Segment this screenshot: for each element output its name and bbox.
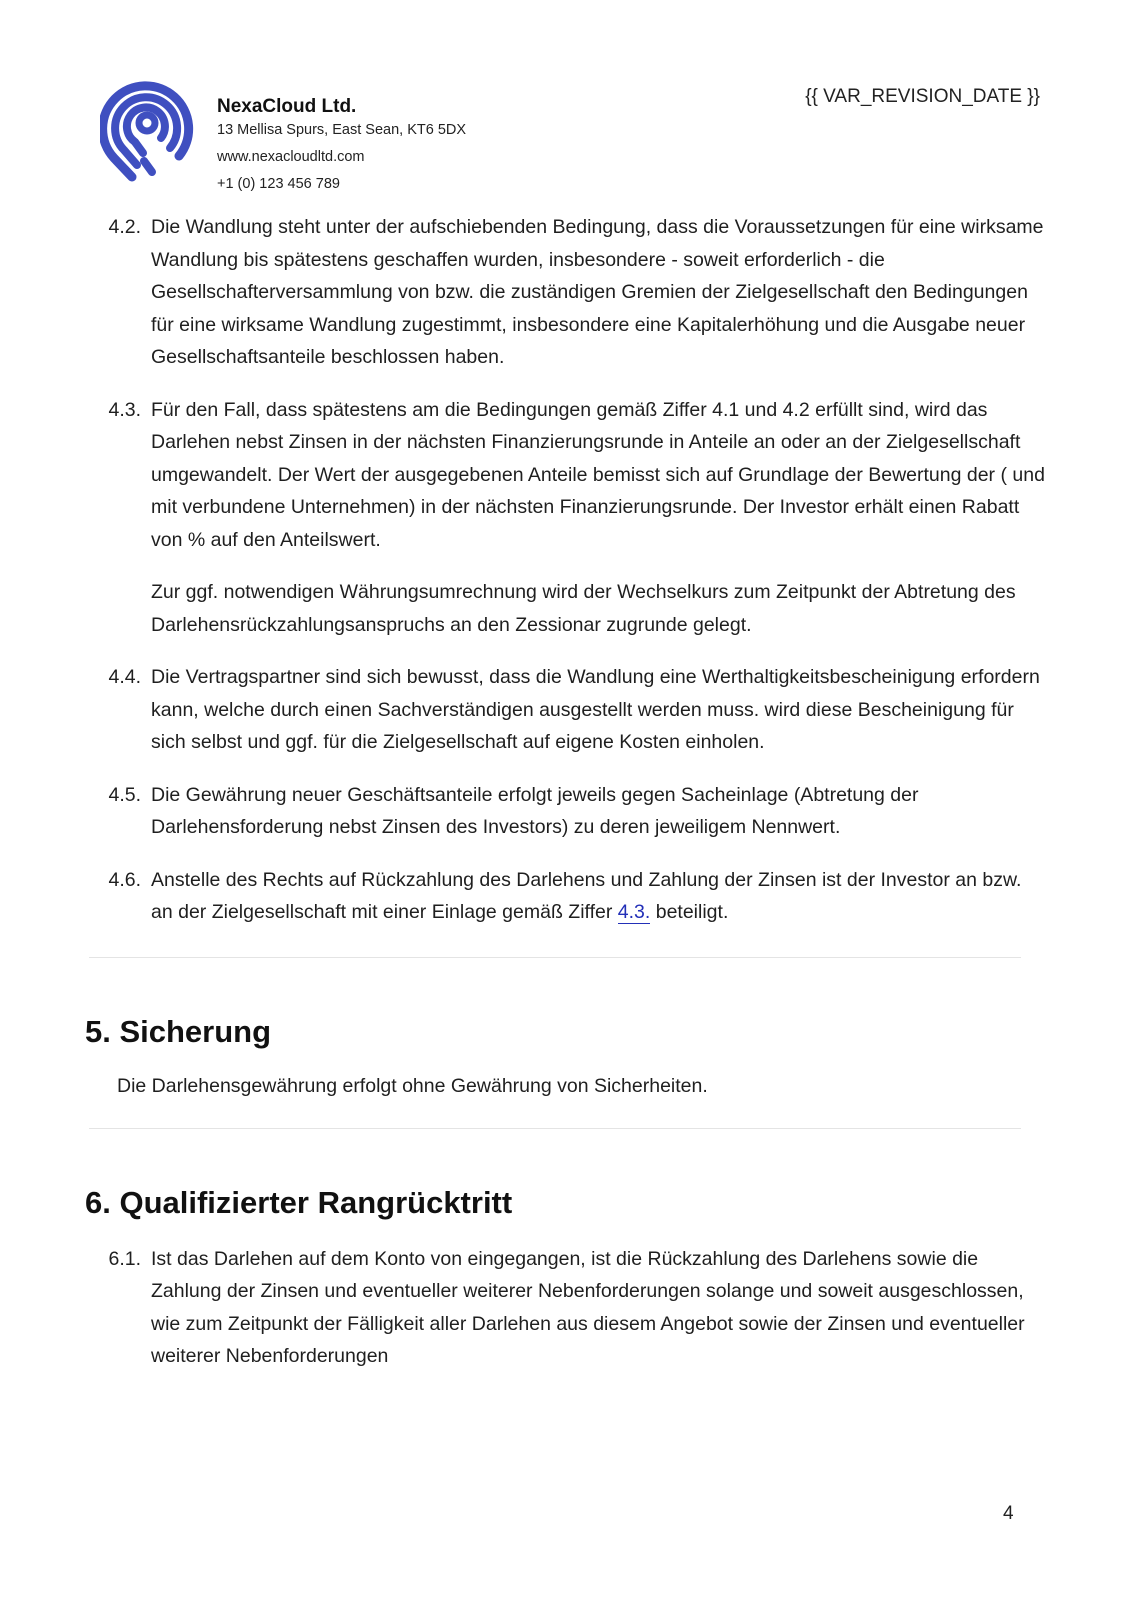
clause-4-6 [85,864,1045,929]
clause-text [151,394,1045,642]
company-info [217,96,466,198]
clause-text [151,779,1045,844]
section-text: Die Darlehensgewährung erfolgt ohne Gewährung von Sicherheiten. [117,1074,708,1097]
company-logo-icon [100,78,194,182]
company-website: www.nexacloudltd.com [217,149,365,165]
clause-paragraph: Für den Fall, dass spätestens am die Bedingungen gemäß Ziffer 4.1 und 4.2 erfüllt sind, wird das Darlehen nebst Zinsen in der nächsten Finanzierungsrunde in Anteile an oder an der Zielgesellschaft umgewandelt. Der Wert der ausgegebenen Anteile bemisst sich auf Grundlage der Bewertung der ( und mit verbundene Unternehmen) in der nächsten Finanzierungsrunde. Der Investor erhält einen Rabatt von % auf den Anteilswert. [151,398,1045,551]
clause-number: 4.2. [108,216,141,238]
clause-text [151,864,1045,929]
clause-4-4 [85,661,1045,759]
section-6 [85,1129,1045,1373]
clause-6-1 [85,1243,1045,1373]
clause-paragraph: Die Wandlung steht unter der aufschiebenden Bedingung, dass die Voraussetzungen für eine wirksame Wandlung bis spätestens geschaffen wurden, insbesondere - soweit erforderlich - die Gesellschafterversammlung von bzw. die zuständigen Gremien der Zielgesellschaft den Bedingungen für eine wirksame Wandlung zugestimmt, insbesondere eine Kapitalerhöhung und die Ausgabe neuer Gesellschaftsanteile beschlossen haben. [151,216,1044,368]
company-address: 13 Mellisa Spurs, East Sean, KT6 5DX [217,122,467,138]
clause-reference-link[interactable]: 4.3. [617,901,651,923]
clause-4-3 [85,394,1045,642]
clause-text-after: beteiligt. [650,901,729,923]
document-body [85,211,1045,1393]
section-5 [85,958,1045,1102]
section-title: 5. Sicherung [85,1013,272,1049]
page-number: 4 [1003,1503,1014,1524]
clause-text [151,661,1045,759]
clause-number: 4.5. [108,783,141,806]
company-name: NexaCloud Ltd. [217,96,357,117]
letterhead [100,78,1040,198]
revision-date: {{ VAR_REVISION_DATE }} [805,86,1040,107]
clause-text [151,211,1045,374]
clause-number: 4.4. [108,666,141,688]
clause-text-before: Anstelle des Rechts auf Rückzahlung des Darlehens und Zahlung der Zinsen ist der Investor an bzw. an der Zielgesellschaft mit einer Einlage gemäß Ziffer [151,868,1022,923]
clause-4-2 [85,211,1045,374]
clause-number: 4.3. [108,398,141,421]
clause-paragraph: Zur ggf. notwendigen Währungsumrechnung wird der Wechselkurs zum Zeitpunkt der Abtretung des Darlehensrückzahlungsanspruchs an den Zessionar zugrunde gelegt. [151,581,1016,636]
clause-paragraph: Die Vertragspartner sind sich bewusst, dass die Wandlung eine Werthaltigkeitsbescheinigung erfordern kann, welche durch einen Sachverständigen ausgestellt werden muss. wird diese Bescheinigung für sich selbst und ggf. für die Zielgesellschaft auf eigene Kosten einholen. [151,666,1040,753]
section-title: 6. Qualifizierter Rangrücktritt [85,1184,513,1220]
clause-4-5 [85,779,1045,844]
clause-text [151,1243,1045,1373]
company-phone: +1 (0) 123 456 789 [217,176,340,192]
clause-paragraph [151,864,1045,929]
clause-paragraph: Ist das Darlehen auf dem Konto von eingegangen, ist die Rückzahlung des Darlehens sowie die Zahlung der Zinsen und eventueller weiterer Nebenforderungen solange und soweit ausgeschlossen, wie zum Zeitpunkt der Fälligkeit aller Darlehen aus diesem Angebot sowie der Zinsen und eventueller weiterer Nebenforderungen [151,1247,1025,1367]
section-4-items [85,211,1045,929]
clause-number: 6.1. [108,1247,141,1270]
clause-number: 4.6. [108,868,141,891]
clause-paragraph: Die Gewährung neuer Geschäftsanteile erfolgt jeweils gegen Sacheinlage (Abtretung der Darlehensforderung nebst Zinsen des Investors) zu deren jeweiligem Nennwert. [151,783,919,838]
